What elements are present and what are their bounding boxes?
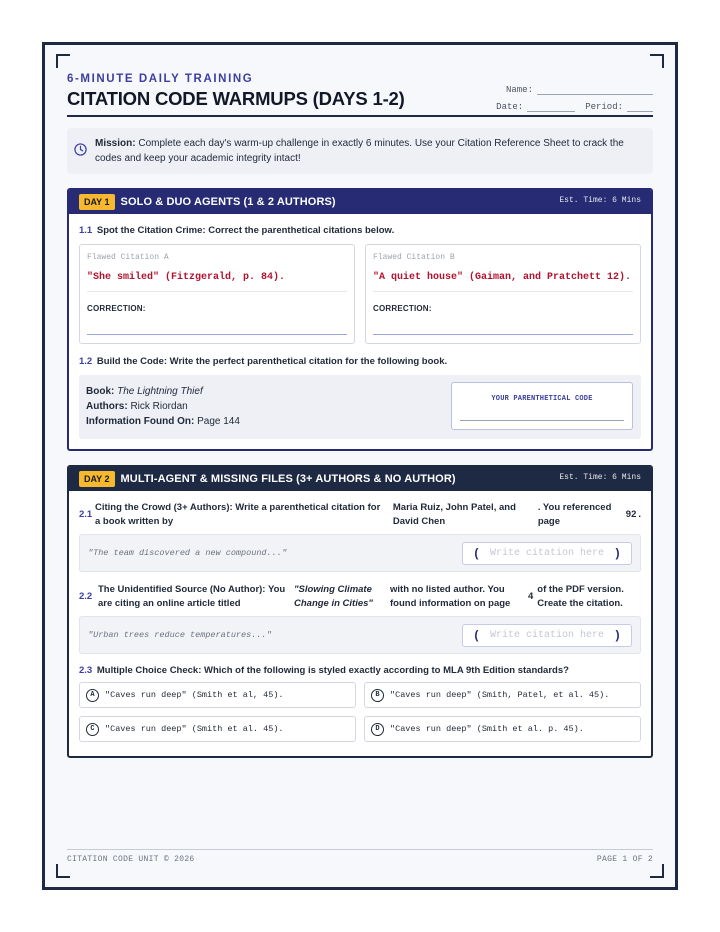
citation-placeholder: Write citation here xyxy=(489,630,605,641)
date-field[interactable] xyxy=(527,102,575,112)
flawed-citation-b xyxy=(365,244,641,344)
question-2-2 xyxy=(79,583,641,611)
choice-letter: B xyxy=(371,689,384,702)
page-value: 4 xyxy=(528,591,534,602)
question-text-cont: with no listed author. You found information on page xyxy=(390,584,511,609)
authors-value: Rick Riordan xyxy=(130,401,188,412)
corner-mark-top-left xyxy=(56,54,70,68)
answer-strip-2-2 xyxy=(79,616,641,654)
question-number: 2.3 xyxy=(79,665,93,676)
period-label: Period: xyxy=(585,102,623,112)
choice-text: "Caves run deep" (Smith et al, 45). xyxy=(105,690,284,700)
corner-mark-bottom-left xyxy=(56,864,70,878)
page-number: PAGE 1 OF 2 xyxy=(596,855,653,864)
question-text-cont: . You referenced page xyxy=(537,502,612,527)
question-1-1 xyxy=(79,225,641,236)
info-label: Information Found On: xyxy=(86,416,195,427)
flawed-citations xyxy=(79,244,641,344)
question-text: Multiple Choice Check: Which of the following is styled exactly according to MLA 9th Edition standards? xyxy=(96,665,569,676)
book-title: The Lightning Thief xyxy=(117,386,203,397)
citation-placeholder: Write citation here xyxy=(489,548,605,559)
day2-title: MULTI-AGENT & MISSING FILES (3+ AUTHORS & NO AUTHOR) xyxy=(120,473,456,485)
student-info xyxy=(496,78,653,112)
correction-label: CORRECTION: xyxy=(87,304,146,313)
clock-icon xyxy=(74,143,87,156)
correction-answer-line[interactable] xyxy=(373,334,633,335)
flawed-text: "She smiled" (Fitzgerald, p. 84). xyxy=(87,272,347,292)
question-text: Citing the Crowd (3+ Authors): Write a parenthetical citation for a book written by xyxy=(95,502,381,527)
worksheet-page xyxy=(42,42,678,890)
flawed-text: "A quiet house" (Gaiman, and Pratchett 12). xyxy=(373,272,633,292)
answer-strip-2-1 xyxy=(79,534,641,572)
day1-time: Est. Time: 6 Mins xyxy=(559,196,641,205)
book-label: Book: xyxy=(86,386,115,397)
book-info-box xyxy=(79,375,641,439)
day1-panel xyxy=(67,188,653,451)
footer-copyright: CITATION CODE UNIT © 2026 xyxy=(67,855,195,864)
correction-label: CORRECTION: xyxy=(373,304,432,313)
paren-open: ( xyxy=(473,546,481,561)
question-1-2 xyxy=(79,356,641,367)
question-number: 1.1 xyxy=(79,225,93,236)
page-title: CITATION CODE WARMUPS (DAYS 1-2) xyxy=(67,88,405,109)
mission-label: Mission: xyxy=(95,138,136,149)
choice-text: "Caves run deep" (Smith et al. 45). xyxy=(105,724,284,734)
choice-text: "Caves run deep" (Smith et al. p. 45). xyxy=(390,724,584,734)
name-label: Name: xyxy=(505,85,533,95)
quote-excerpt: "The team discovered a new compound..." xyxy=(88,548,287,558)
question-text: Build the Code: Write the perfect parenthetical citation for the following book. xyxy=(96,356,448,367)
header-kicker: 6-MINUTE DAILY TRAINING xyxy=(67,73,254,85)
correction-answer-line[interactable] xyxy=(87,334,347,335)
day2-time: Est. Time: 6 Mins xyxy=(559,473,641,482)
choice-letter: A xyxy=(86,689,99,702)
day1-title: SOLO & DUO AGENTS (1 & 2 AUTHORS) xyxy=(120,196,336,208)
date-label: Date: xyxy=(496,102,524,112)
info-value: Page 144 xyxy=(197,416,240,427)
question-text-end: of the PDF version. Create the citation. xyxy=(537,584,624,609)
question-number: 1.2 xyxy=(79,356,93,367)
question-number: 2.2 xyxy=(79,591,93,602)
page-footer xyxy=(67,849,653,864)
flawed-label: Flawed Citation B xyxy=(373,253,455,262)
paren-close: ) xyxy=(613,546,621,561)
worksheet-header xyxy=(67,73,653,117)
choice-letter: C xyxy=(86,723,99,736)
citation-input[interactable] xyxy=(462,542,632,565)
mission-text: Complete each day's warm-up challenge in exactly 6 minutes. Use your Citation Reference Sheet to crack the codes and keep your academic integrity intact! xyxy=(95,138,624,164)
day2-panel xyxy=(67,465,653,758)
day1-badge: DAY 1 xyxy=(79,194,115,210)
choice-a[interactable] xyxy=(79,682,356,708)
period-field[interactable] xyxy=(627,102,653,112)
question-end: . xyxy=(638,509,641,520)
flawed-citation-a xyxy=(79,244,355,344)
authors-value: Maria Ruiz, John Patel, and David Chen xyxy=(392,502,516,527)
code-answer-line[interactable] xyxy=(460,420,624,421)
corner-mark-top-right xyxy=(650,54,664,68)
flawed-label: Flawed Citation A xyxy=(87,253,169,262)
question-2-1 xyxy=(79,501,641,529)
choice-letter: D xyxy=(371,723,384,736)
question-text: Spot the Citation Crime: Correct the parenthetical citations below. xyxy=(96,225,395,236)
authors-label: Authors: xyxy=(86,401,128,412)
paren-close: ) xyxy=(613,628,621,643)
corner-mark-bottom-right xyxy=(650,864,664,878)
article-title: "Slowing Climate Change in Cities" xyxy=(294,584,373,609)
name-field[interactable] xyxy=(537,85,653,95)
day2-header xyxy=(69,467,651,491)
day1-header xyxy=(69,190,651,214)
code-box-label: YOUR PARENTHETICAL CODE xyxy=(491,395,593,403)
mission-box xyxy=(67,128,653,174)
multiple-choice-options xyxy=(79,682,641,742)
paren-open: ( xyxy=(473,628,481,643)
day2-badge: DAY 2 xyxy=(79,471,115,487)
quote-excerpt: "Urban trees reduce temperatures..." xyxy=(88,630,272,640)
question-text: The Unidentified Source (No Author): You are citing an online article titled xyxy=(98,584,286,609)
choice-text: "Caves run deep" (Smith, Patel, et al. 45). xyxy=(390,690,610,700)
citation-input[interactable] xyxy=(462,624,632,647)
parenthetical-code-box[interactable] xyxy=(451,382,633,430)
question-2-3 xyxy=(79,665,641,676)
choice-d[interactable] xyxy=(364,716,641,742)
question-number: 2.1 xyxy=(79,509,93,520)
page-value: 92 xyxy=(625,509,637,520)
choice-c[interactable] xyxy=(79,716,356,742)
choice-b[interactable] xyxy=(364,682,641,708)
